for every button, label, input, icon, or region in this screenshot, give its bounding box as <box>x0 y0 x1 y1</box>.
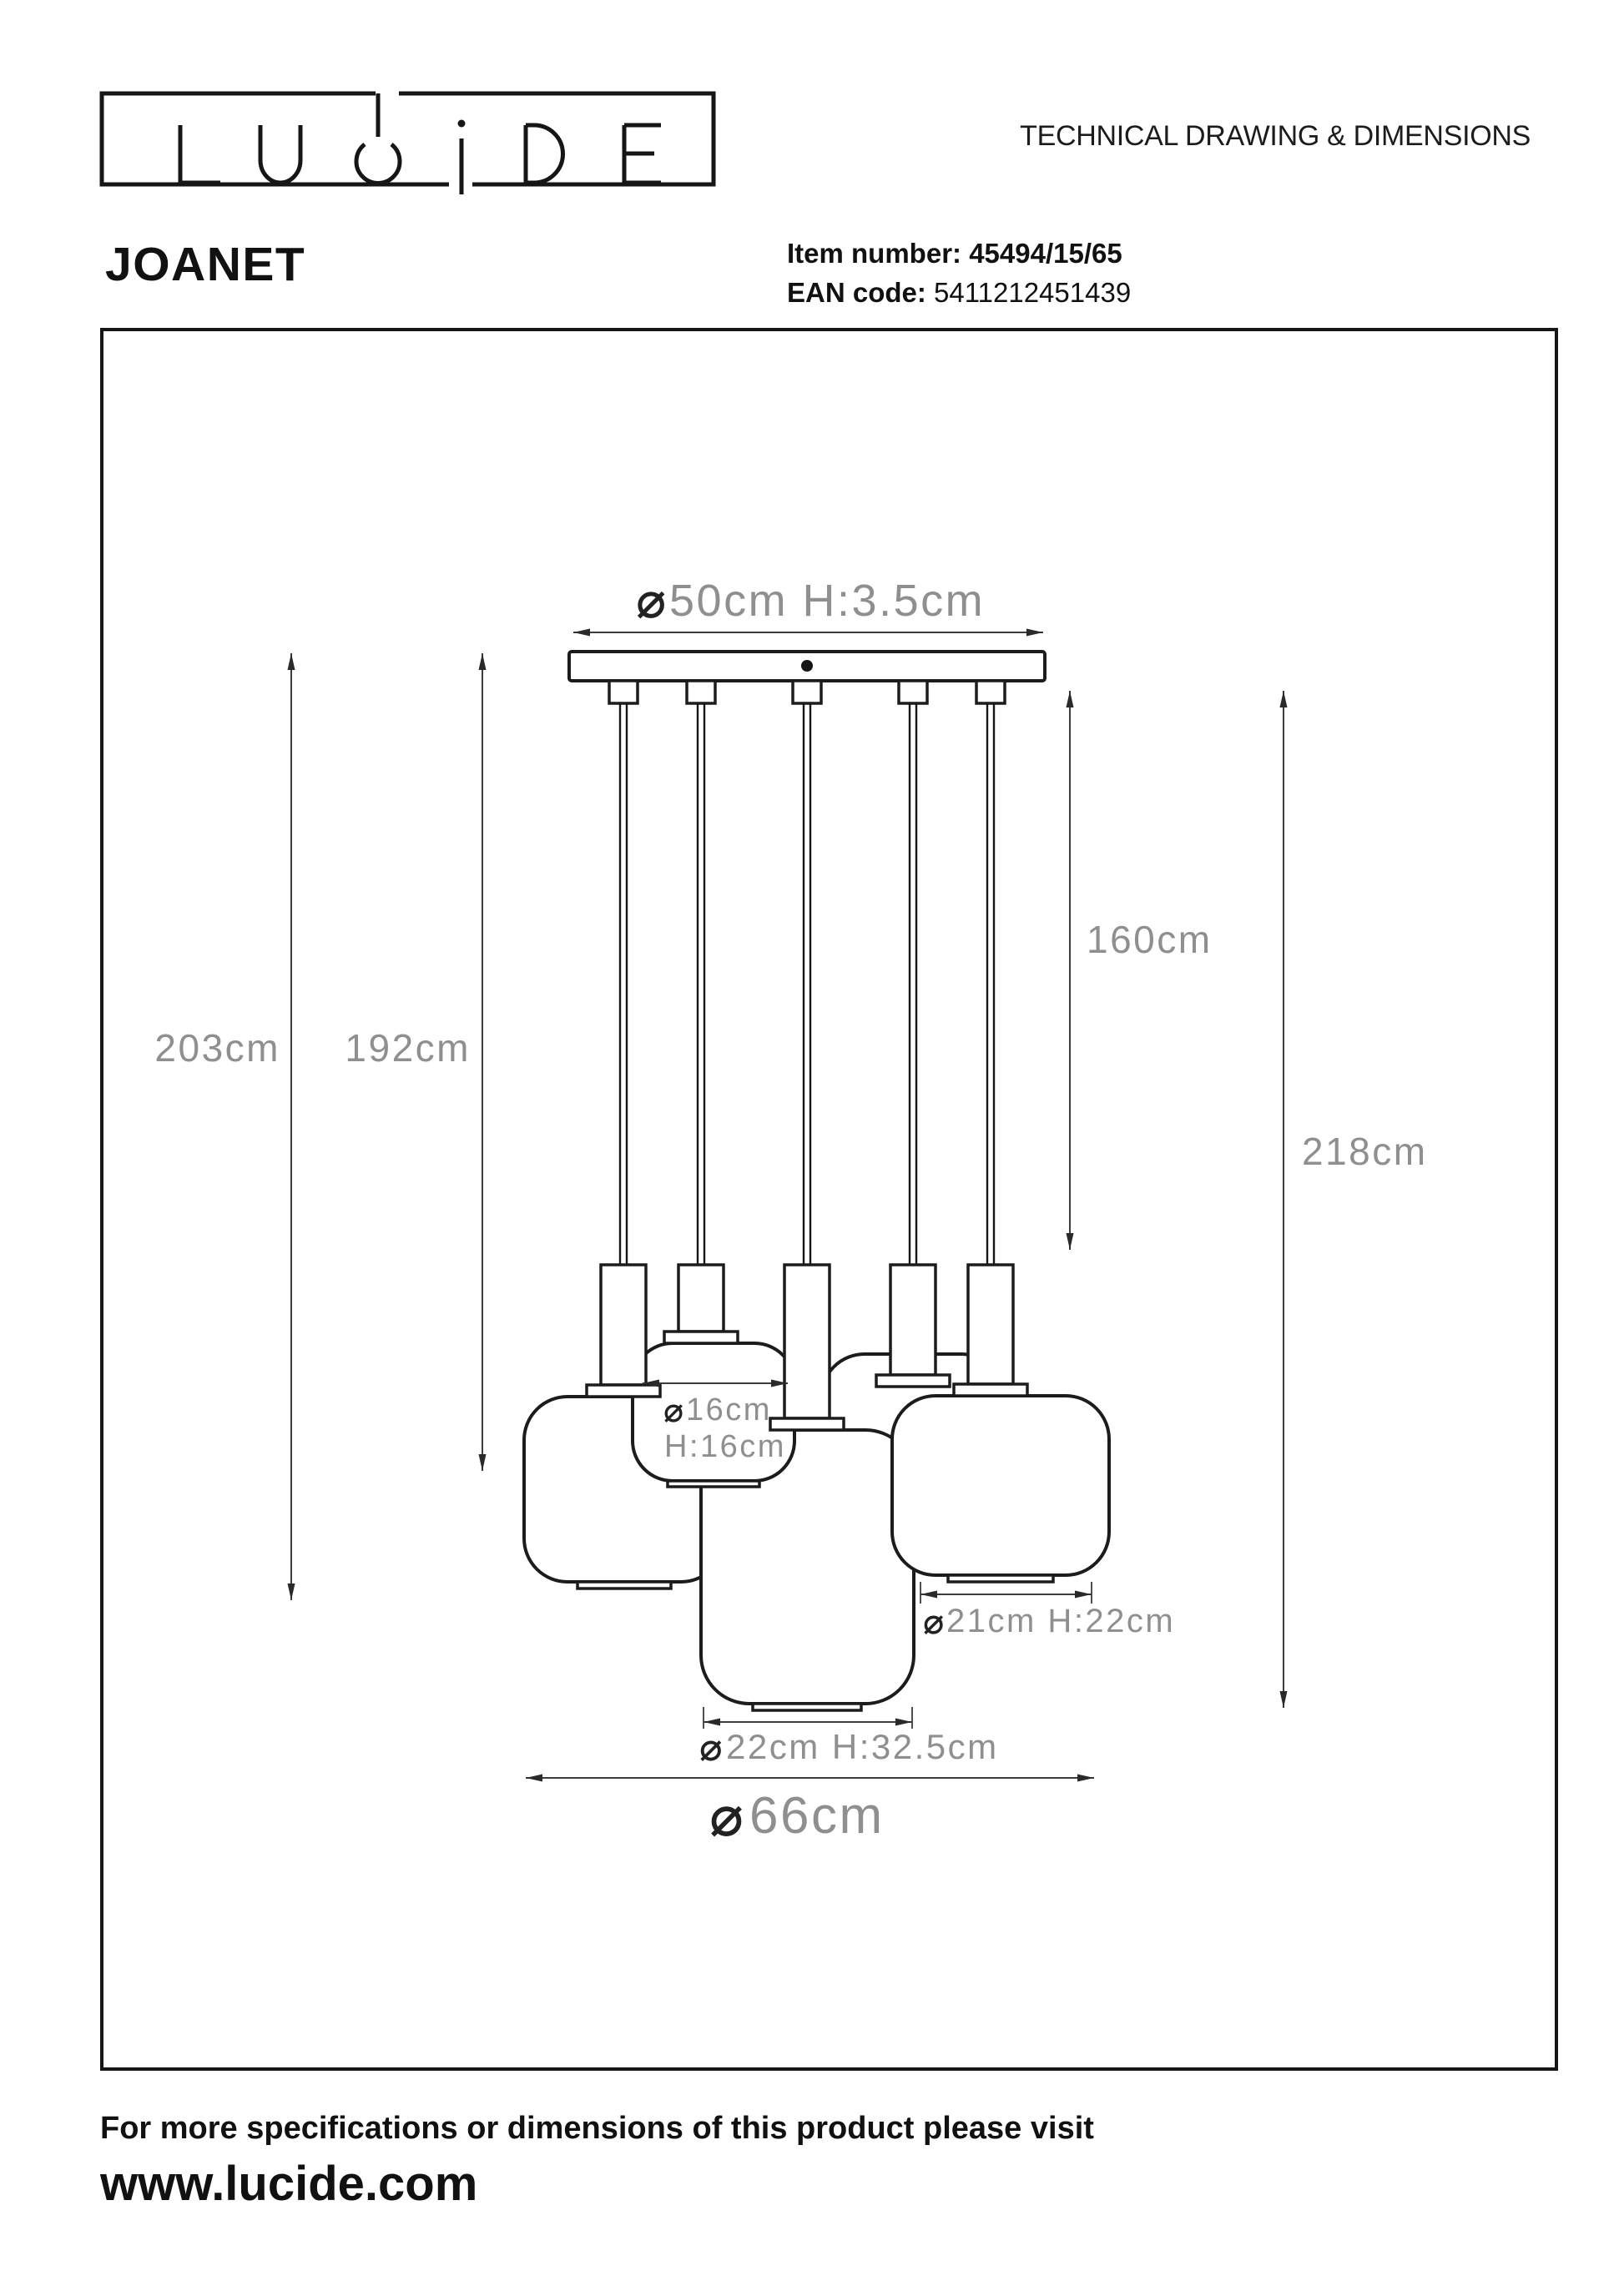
socket-collar <box>587 1385 660 1397</box>
diameter-symbol: ⌀ <box>663 1392 684 1430</box>
cord-grip <box>899 681 927 703</box>
cord-grip <box>687 681 715 703</box>
cord-grip <box>976 681 1005 703</box>
dimension-drop-192 <box>345 653 482 1471</box>
bottom-shade-label: 22cm H:32.5cm <box>726 1727 999 1766</box>
suspension-cords <box>620 703 994 1265</box>
dimension-small-shade <box>643 1383 788 1464</box>
dimension-canopy <box>573 571 1043 632</box>
footer-website-link[interactable]: www.lucide.com <box>100 2157 478 2211</box>
lucide-logo <box>92 83 734 200</box>
logo-letter-c <box>356 144 400 183</box>
socket-collar <box>770 1418 844 1430</box>
logo-letter-d <box>526 125 563 183</box>
diameter-symbol: ⌀ <box>923 1601 945 1642</box>
product-name: JOANET <box>105 238 306 291</box>
shade-bottom-center-rim <box>753 1704 861 1710</box>
item-number-label: Item number: <box>787 238 962 269</box>
shade-left-rim <box>577 1582 671 1589</box>
drop-192-label: 192cm <box>345 1026 471 1070</box>
diameter-symbol: ⌀ <box>709 1784 744 1850</box>
item-number-row <box>787 234 1131 273</box>
logo-letter-i-dot <box>458 120 466 128</box>
socket-collar <box>876 1375 950 1387</box>
canopy-dimension-label: 50cm H:3.5cm <box>669 576 986 626</box>
item-number-value: 45494/15/65 <box>969 238 1122 269</box>
cord-grip <box>609 681 638 703</box>
shade-far-right <box>892 1396 1109 1575</box>
product-codes <box>787 234 1131 312</box>
dimension-cord-160 <box>1070 691 1213 1250</box>
socket-tube <box>784 1265 830 1418</box>
drop-218-label: 218cm <box>1302 1130 1428 1173</box>
socket-tube <box>601 1265 646 1385</box>
logo-letter-l <box>180 125 220 183</box>
dimension-overall <box>526 1778 1094 1850</box>
shade-front-small-rim <box>668 1481 759 1487</box>
overall-diameter-label: 66cm <box>749 1787 885 1845</box>
right-shade-label: 21cm H:22cm <box>946 1603 1176 1639</box>
footer-note: For more specifications or dimensions of this product please visit <box>100 2111 1094 2146</box>
socket-tube <box>890 1265 936 1375</box>
drop-203-label: 203cm <box>154 1026 280 1070</box>
socket-collar <box>954 1384 1027 1396</box>
document-type-title: TECHNICAL DRAWING & DIMENSIONS <box>1020 120 1531 152</box>
ean-code-label: EAN code: <box>787 277 926 308</box>
canopy-center-hole <box>801 660 813 672</box>
ean-code-row <box>787 273 1131 312</box>
shade-far-right-rim <box>948 1575 1053 1582</box>
dimension-drop-203 <box>154 653 291 1600</box>
socket-collar <box>664 1332 738 1343</box>
technical-drawing <box>100 328 1558 2071</box>
socket-tube <box>678 1265 724 1332</box>
small-shade-diameter-label: 16cm <box>686 1392 772 1427</box>
diameter-symbol: ⌀ <box>636 571 667 630</box>
small-shade-height-label: H:16cm <box>664 1429 786 1464</box>
socket-tube <box>968 1265 1013 1384</box>
logo-letter-u <box>260 125 300 183</box>
diameter-symbol: ⌀ <box>699 1725 723 1770</box>
ceiling-canopy <box>569 652 1045 703</box>
dimension-bottom-shade <box>699 1707 999 1770</box>
logo-letter-e <box>624 125 661 183</box>
cord-grip <box>793 681 821 703</box>
dimension-right-shade <box>920 1582 1175 1642</box>
ean-code-value: 5411212451439 <box>934 277 1132 308</box>
dimension-drop-218 <box>1284 691 1428 1708</box>
cord-160-label: 160cm <box>1087 918 1213 961</box>
